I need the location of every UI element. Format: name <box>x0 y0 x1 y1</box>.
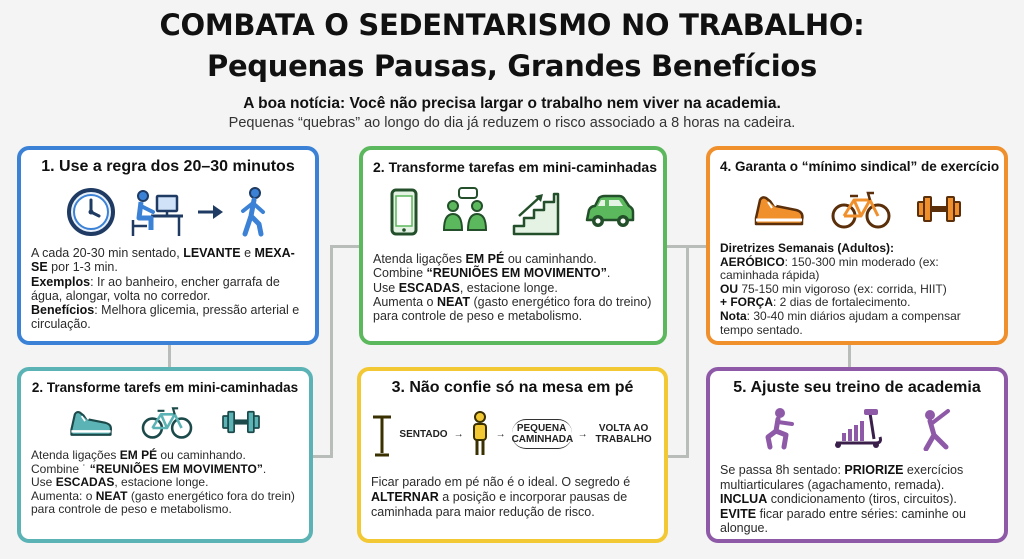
text-span: 75-150 min vigoroso (ex: corrida, HIIT) <box>738 281 947 296</box>
car-icon <box>583 186 637 238</box>
text-bold: ESCADAS <box>398 280 460 295</box>
standing-person-icon <box>470 411 490 457</box>
text-bold: ALTERNAR <box>371 490 439 504</box>
squat-icon <box>760 407 800 451</box>
connector-line <box>330 245 360 248</box>
text-span: ou caminhando. <box>504 252 597 266</box>
text-span: Aumenta o <box>373 294 437 309</box>
text-span: ou caminhando. <box>157 448 246 462</box>
text-bold: EM PÉ <box>119 448 158 462</box>
subtitle-good-news: A boa notícia: Você não precisa largar o trabalho nem viver na academia. <box>243 95 781 112</box>
bicycle-icon <box>140 404 194 440</box>
dumbbell-icon <box>916 188 962 230</box>
connector-line <box>686 245 689 455</box>
stretch-icon <box>914 407 954 451</box>
desk-worker-icon <box>127 186 185 238</box>
text-span: A cada 20-30 min sentado, <box>31 246 184 260</box>
text-span: (gasto energético fora do treino) para controle de peso e metabolismo. <box>373 294 652 324</box>
text-span: exercícios multiarticulares (agachamento, remada). <box>720 463 964 492</box>
text-span: , estacione longe. <box>459 280 558 295</box>
text-span: ficar parado entre séries: caminhe ou alongue. <box>720 506 966 535</box>
strength-text <box>720 296 994 310</box>
text-bold: NEAT <box>95 488 128 503</box>
stairs-text <box>373 281 653 295</box>
aerobic-text <box>720 256 994 283</box>
arrow-right-icon: → <box>577 428 588 440</box>
walking-person-icon <box>235 186 271 238</box>
card-standing-desk <box>357 367 668 543</box>
text-bold: + FORÇA <box>720 295 774 310</box>
neat-text <box>373 295 653 324</box>
card-title: 1. Use a regra dos 20–30 minutos <box>41 158 295 175</box>
text-span: Se passa 8h sentado: <box>720 463 845 477</box>
text-bold: Exemplos <box>31 274 91 289</box>
text-span: : 150-300 min moderado (ex: caminhada rápida) <box>720 254 939 283</box>
card-title: 2. Transforme tarefas em mini-caminhadas <box>373 159 657 175</box>
standing-desk-icon <box>371 409 393 459</box>
subtitle-small-breaks: Pequenas “quebras” ao longo do dia já reduzem o risco associado a 8 horas na cadeira. <box>228 115 796 131</box>
text-span: a posição e incorporar pausas de caminhada para maior redução de risco. <box>371 490 628 519</box>
text-span: por 1-3 min. <box>47 260 118 275</box>
text-bold: Nota <box>720 308 747 323</box>
benefits-text <box>31 303 305 332</box>
text-span: Atenda ligações <box>31 448 120 462</box>
card-20-30-rule <box>17 146 319 345</box>
text-bold: MEXA-SE <box>31 246 295 275</box>
neat-text <box>31 490 299 517</box>
bicycle-icon <box>830 188 892 230</box>
text-span: . <box>606 266 611 281</box>
meetings-text <box>31 463 299 477</box>
phone-icon <box>389 186 419 238</box>
rule-text <box>31 246 305 275</box>
main-title-line2: Pequenas Pausas, Grandes Benefícios <box>206 49 818 83</box>
text-bold: NEAT <box>436 294 471 309</box>
examples-text <box>31 275 305 304</box>
arrow-right-icon <box>195 186 225 238</box>
text-bold: PRIORIZE <box>844 463 904 477</box>
clock-icon <box>65 186 117 238</box>
text-span: (gasto energético fora do trein) para controle de peso e metabolismo. <box>31 488 295 517</box>
meeting-icon <box>441 186 489 238</box>
text-span: : 30-40 min diários ajudam a compensar tempo sentado. <box>720 308 961 337</box>
card-mini-walks-repeat <box>17 367 313 543</box>
card-title: 4. Garanta o “mínimo sindical” de exercício <box>720 159 1000 174</box>
text-span: , estacione longe. <box>114 475 209 490</box>
text-span: condicionamento (tiros, circuitos). <box>767 492 957 506</box>
text-span: Atenda ligações <box>373 252 466 266</box>
include-text <box>720 492 994 536</box>
alternate-text <box>371 475 654 520</box>
text-span: Use <box>373 280 399 295</box>
arrow-right-icon: → <box>453 428 464 440</box>
flow-step-seated: SENTADO <box>399 428 448 440</box>
main-title-line1: COMBATA O SEDENTARISMO NO TRABALHO: <box>159 8 865 42</box>
text-span: Aumenta: o <box>31 488 96 503</box>
text-bold: LEVANTE <box>183 246 241 260</box>
vigorous-text <box>720 283 994 297</box>
prioritize-text <box>720 463 994 492</box>
guidelines-heading <box>720 242 994 256</box>
stairs-text <box>31 476 299 490</box>
dumbbell-icon <box>220 404 262 440</box>
text-bold: Benefícios <box>31 303 95 318</box>
connector-line <box>330 245 333 455</box>
calls-text <box>373 252 653 266</box>
text-bold: Diretrizes Semanais (Adultos): <box>720 241 895 255</box>
text-span: . <box>262 461 267 476</box>
sneaker-icon <box>68 404 114 440</box>
posture-flow <box>371 405 654 463</box>
card-title: 2. Transforme tarefs em mini-caminhadas <box>31 380 299 395</box>
meetings-text <box>373 266 653 280</box>
card-title: 3. Não confie só na mesa em pé <box>391 379 634 396</box>
flow-step-back-to-work: VOLTA AO TRABALHO <box>595 423 652 445</box>
text-bold: “REUNIÕES EM MOVIMENTO” <box>426 266 607 281</box>
card-title: 5. Ajuste seu treino de academia <box>733 379 981 396</box>
flow-step-walk: PEQUENA CAMINHADA <box>512 419 572 449</box>
text-span: Combine ˙ <box>31 461 90 476</box>
card-minimum-exercise <box>706 146 1008 345</box>
treadmill-icon <box>830 407 884 451</box>
text-bold: INCLUA <box>720 492 768 506</box>
text-bold: OU <box>720 281 738 296</box>
text-span: : Melhora glicemia, pressão arterial e circulação. <box>31 303 300 332</box>
card-gym-training <box>706 367 1008 543</box>
text-bold: EVITE <box>720 506 757 521</box>
connector-line <box>310 455 333 458</box>
text-span: : Ir ao banheiro, encher garrafa de água, alongar, volta no corredor. <box>31 274 280 303</box>
text-bold: ESCADAS <box>55 475 115 490</box>
arrow-right-icon: → <box>495 428 506 440</box>
text-span: Use <box>31 475 56 490</box>
card-mini-walks <box>359 146 667 345</box>
text-span: Ficar parado em pé não é o ideal. O segredo é <box>371 475 631 489</box>
text-bold: EM PÉ <box>465 252 505 266</box>
text-bold: AERÓBICO <box>720 254 785 269</box>
text-bold: “REUNIÕES EM MOVIMENTO” <box>89 461 263 476</box>
sneaker-icon <box>752 188 806 230</box>
connector-line <box>668 455 689 458</box>
calls-text <box>31 449 299 463</box>
text-span: : 2 dias de fortalecimento. <box>773 295 911 310</box>
note-text <box>720 310 994 337</box>
text-span: e <box>240 246 255 260</box>
stairs-icon <box>511 186 561 238</box>
text-span: Combine <box>373 266 427 281</box>
